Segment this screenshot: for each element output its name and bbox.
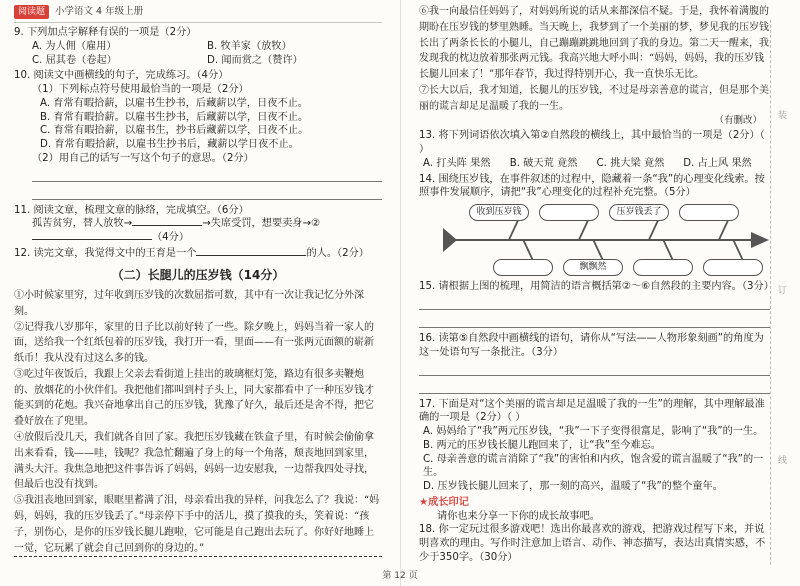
q9-option-b[interactable]: B. 牧羊家（放牧） <box>207 40 292 52</box>
fishbone-box-top-1: 收到压岁钱 <box>469 204 529 221</box>
q11-flow-b: →失席受罚，想要卖身→② <box>202 218 321 230</box>
binding-line <box>770 20 771 565</box>
question-16 <box>419 332 770 394</box>
q13-option-a[interactable]: A. 打头阵 果然 <box>423 157 491 169</box>
q13-option-d[interactable]: D. 占上风 果然 <box>683 157 752 169</box>
q16-answer-line-2[interactable] <box>419 380 770 394</box>
q13-stem: 13. 将下列词语依次填入第②自然段的横线上，其中最恰当的一项是（2分）（ ） <box>419 130 765 156</box>
q12-blank[interactable] <box>196 255 306 256</box>
fishbone-box-bottom-1[interactable] <box>493 259 553 276</box>
question-11 <box>14 204 382 245</box>
growth-title: ★成长印记 <box>419 496 469 508</box>
binding-mark-3: 线 <box>778 456 788 466</box>
q9-stem: 9. 下列加点字解释有误的一项是（2分） <box>14 27 197 38</box>
fishbone-bone <box>718 218 730 240</box>
passage-right <box>419 4 770 115</box>
header-divider <box>14 22 382 23</box>
q11-flow-c: （4分） <box>152 232 190 244</box>
fishbone-diagram <box>443 204 783 276</box>
q9-option-d[interactable]: D. 闻而赏之（赞许） <box>207 54 303 66</box>
q10-option-c[interactable]: C. 育常有暇拾薪，以雇书生，抄书后藏薪以学，日夜不止。 <box>40 125 309 137</box>
q12-stem-b: 的人。（2分） <box>306 247 369 259</box>
question-10 <box>14 69 382 199</box>
fishbone-spine <box>453 239 753 241</box>
q11-flow <box>14 217 382 231</box>
growth-intro: 请你也来分享一下你的成长故事吧。 <box>437 510 600 522</box>
q11-stem: 11. 阅读文章，梳理文章的脉络，完成填空。（6分） <box>14 204 249 216</box>
question-9 <box>14 26 382 67</box>
q16-answer-line-1[interactable] <box>419 362 770 376</box>
page-header <box>14 4 382 20</box>
passage-paragraph-2: ②记得我八岁那年，家里的日子比以前好转了一些。除夕晚上，妈妈当着一家人的面，送给我一个红纸包着的压岁钱，我打开一看，里面——有一张两元面额的崭新纸币！我从没有过这么多的钱。 <box>14 321 374 365</box>
fishbone-box-bottom-2: 飘飘然 <box>563 259 623 276</box>
fishbone-box-top-4[interactable] <box>679 204 739 221</box>
fishbone-box-top-3: 压岁钱丢了 <box>609 204 669 221</box>
question-15 <box>419 280 774 328</box>
q10-answer-line-2[interactable] <box>32 186 382 200</box>
fishbone-box-bottom-3[interactable] <box>633 259 693 276</box>
q10-answer-line-1[interactable] <box>32 168 382 182</box>
question-17 <box>419 398 770 494</box>
q10-stem: 10. 阅读文中画横线的句子，完成练习。（4分） <box>14 70 229 82</box>
q11-blank-1[interactable] <box>132 225 202 226</box>
passage-paragraph-3: ③吃过年夜饭后，我跟上父亲去看街道上挂出的玻璃框灯笼，路边有很多卖鞭炮的、放烟花的小伙伴们。我把他们都叫到村子头上，同大家都看中了一种压岁钱才能买到的花炮。我兴奋地拿出自己的压岁钱，犹豫了好久，最后还是舍不得，把它叠好放在了兜里。 <box>14 368 374 428</box>
passage-left <box>14 288 382 558</box>
q10-option-a[interactable]: A. 育常有暇拾薪，以雇书生抄书，后藏薪以学，日夜不止。 <box>40 97 308 109</box>
q9-option-c[interactable]: C. 屈其卷（卷起） <box>32 54 117 66</box>
header-badge: 阅读题 <box>14 5 49 19</box>
binding-mark-2: 订 <box>778 286 788 296</box>
binding-mark-1: 装 <box>778 111 788 121</box>
q10-sub2: （2）用自己的话写一写这个句子的意思。（2分） <box>32 152 254 164</box>
q13-option-b[interactable]: B. 破天荒 竟然 <box>509 157 578 169</box>
q14-stem: 14. 围绕压岁钱，在事件叙述的过程中，隐藏着一条“我”的心理变化线索。按照事件发展顺序，请把“我”心理变化的过程补充完整。（5分） <box>419 173 765 199</box>
q17-option-a[interactable]: A. 妈妈给了“我”两元压岁钱，“我”一下子变得很富足，影响了“我”的一生。 <box>423 426 764 438</box>
q11-flow-2 <box>14 231 382 245</box>
q17-option-c[interactable]: C. 母亲善意的谎言消除了“我”的害怕和内疚，饱含爱的谎言温暖了“我”的一生。 <box>423 453 764 479</box>
passage-paragraph-6: ⑥我一向最信任妈妈了，对妈妈所说的话从来都深信不疑。于是，我怀着满腹的期盼在压岁钱的梦里熟睡。当天晚上，我梦到了一个美丽的梦，梦见我的压岁钱长出了两条长长的小腿儿，自己蹦蹦跳跳地回到了我的身边。第二天一醒来，我发现我的枕边放着那张两元钱。我高兴地大呼小叫：“妈妈，妈妈，我的压岁钱长腿儿回来了！”那年春节，我过得特别开心，我一直快乐无比。 <box>419 6 769 81</box>
q17-stem: 17. 下面是对“这个美丽的谎言却足足温暖了我的一生”的理解，其中理解最准确的一项是（2分）（ ） <box>419 398 765 424</box>
q12-stem-a: 12. 读完文章，我觉得文中的王育是一个 <box>14 247 197 259</box>
fishbone-box-top-2[interactable] <box>539 204 599 221</box>
q16-stem: 16. 读第⑤自然段中画横线的语句，请你从“写法——人物形象刻画”的角度为这一处语句写一条批注。（3分） <box>419 332 764 358</box>
question-12 <box>14 247 382 261</box>
question-13 <box>419 129 770 170</box>
q15-answer-line-1[interactable] <box>419 296 770 310</box>
growth-section <box>419 496 770 565</box>
q18-stem: 18. 你一定玩过很多游戏吧！选出你最喜欢的游戏，把游戏过程写下来，并说明喜欢的理由。写作时注意加上语言、动作、神态描写，表达出真情实感，不少于350字。（30分） <box>419 524 766 563</box>
fishbone-bone <box>578 218 590 240</box>
fishbone-box-bottom-4[interactable] <box>703 259 763 276</box>
q11-flow-a: 孤苦贫穷，替人放牧→ <box>32 218 133 230</box>
fishbone-head <box>751 232 769 248</box>
right-page <box>400 0 800 586</box>
passage-paragraph-5: ⑤我沮丧地回到家，眼眶里蓄满了泪，母亲看出我的异样，问我怎么了？我说：“妈妈，妈妈，我的压岁钱丢了。”母亲停下手中的活儿，摸了摸我的头，笑着说：“孩子，别伤心，是你的压岁钱长腿儿跑啦，它可能是自己跑出去玩了。你好好地睡上一觉，它玩累了就会自己回到你的身边的。” <box>14 493 382 557</box>
fishbone-bone <box>648 218 660 240</box>
passage-paragraph-1: ①小时候家里穷，过年收到压岁钱的次数屈指可数，其中有一次让我记忆分外深刻。 <box>14 289 364 317</box>
passage-paragraph-4: ④放假后没几天，我们就各自回了家。我把压岁钱藏在铁盒子里，有时候会偷偷拿出来看看，钱——哇，钱呢？我急忙翻遍了身上的每一个角落，颓丧地回到家里，满头大汗。我焦急地把这件事告诉了妈妈，妈妈一边安慰我，一边帮我四处寻找，但最后也没有找到。 <box>14 432 374 491</box>
q17-option-b[interactable]: B. 两元的压岁钱长腿儿跑回来了，让“我”至今难忘。 <box>423 439 661 451</box>
passage-paragraph-7: ⑦长大以后，我才知道，长腿儿的压岁钱，不过是母亲善意的谎言，但是那个美丽的谎言却足足温暖了我的一生。 <box>419 84 769 112</box>
q13-option-c[interactable]: C. 挑大梁 竟然 <box>596 157 665 169</box>
section-title: （二）长腿儿的压岁钱（14分） <box>111 267 285 282</box>
q9-option-a[interactable]: A. 为人佣（雇用） <box>32 40 117 52</box>
question-14 <box>419 173 770 277</box>
q10-sub1: （1）下列标点符号使用最恰当的一项是（2分） <box>32 84 249 96</box>
q10-option-d[interactable]: D. 育常有暇拾薪，以雇书生抄书后，藏薪以学日夜不止。 <box>40 139 299 151</box>
q11-blank-2[interactable] <box>32 239 152 240</box>
q10-option-b[interactable]: B. 育常有暇拾薪。以雇书生抄书，后藏薪以学，日夜不止。 <box>40 111 309 123</box>
q15-stem: 15. 请根据上图的梳理，用简洁的语言概括第②～⑥自然段的主要内容。（3分） <box>419 281 774 293</box>
q17-option-d[interactable]: D. 压岁钱长腿儿回来了，那一刻的高兴，温暖了“我”的整个童年。 <box>423 481 723 493</box>
q15-answer-line-2[interactable] <box>419 314 770 328</box>
fishbone-bone <box>508 218 520 240</box>
source-note: （有删改） <box>714 114 762 126</box>
book-title: 小学语文 4 年级上册 <box>55 5 144 17</box>
page-number: 第 12 页 <box>382 571 418 581</box>
